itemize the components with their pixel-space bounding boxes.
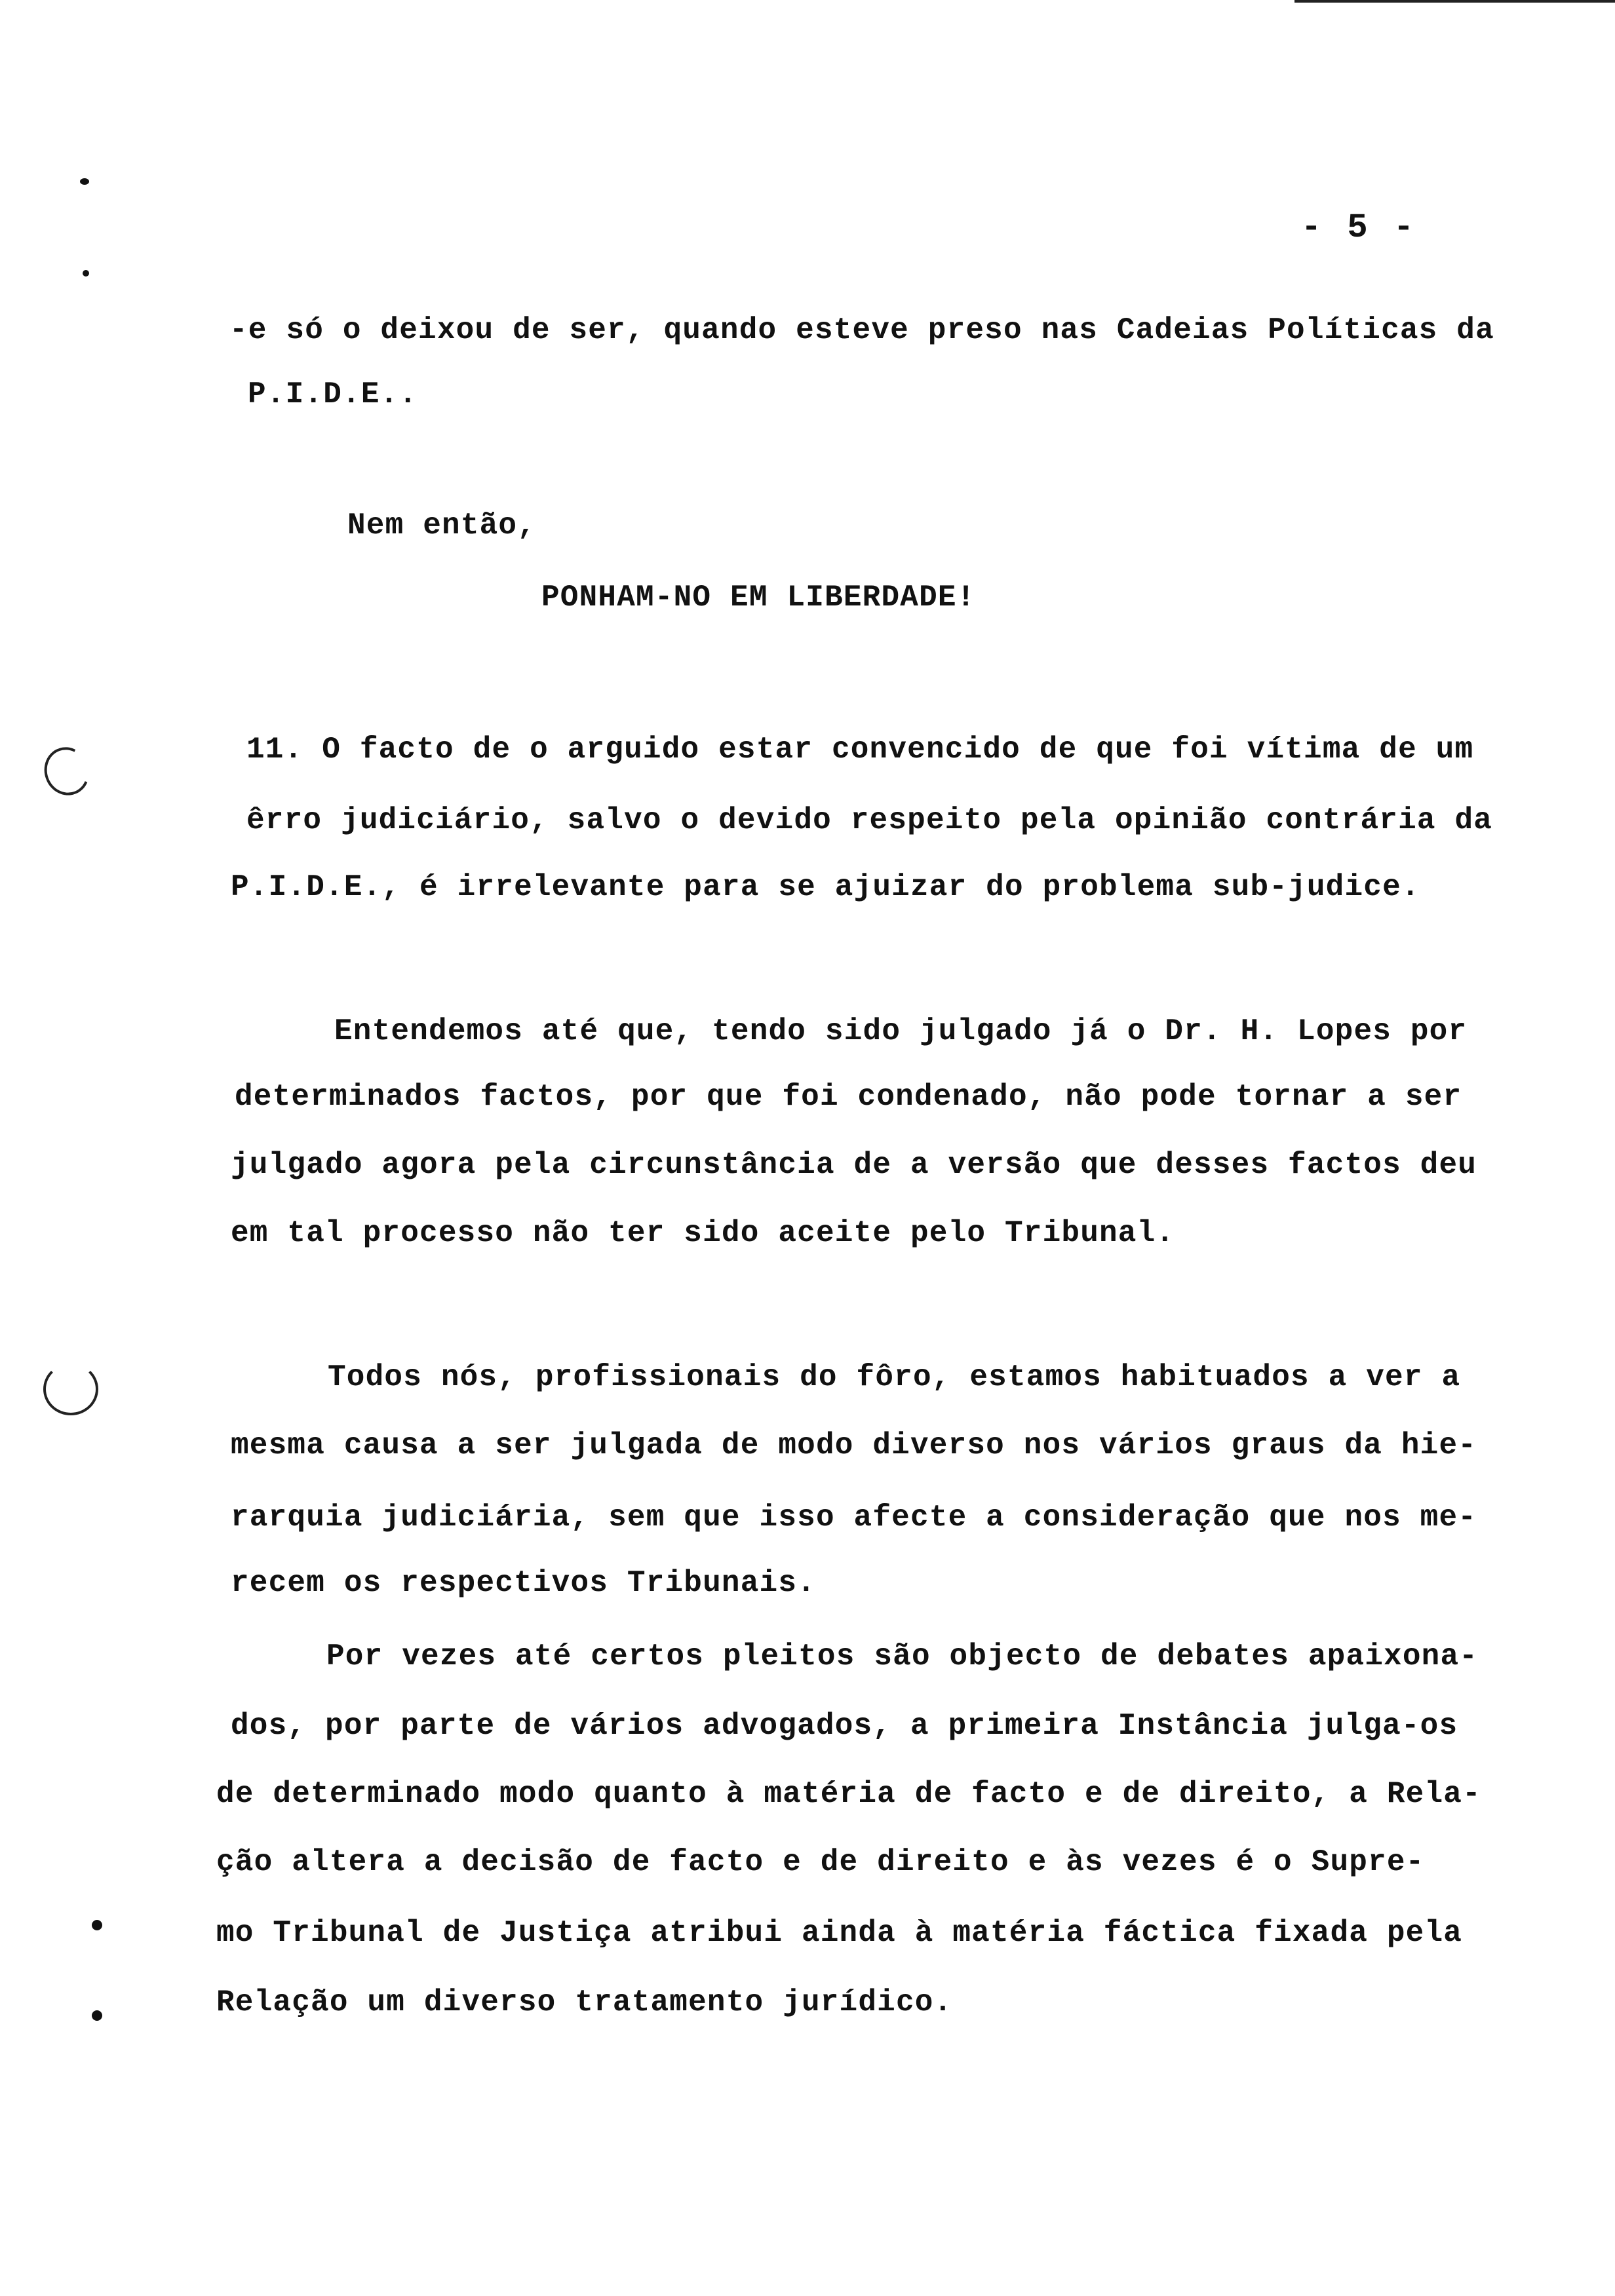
- body-line: Nem então,: [347, 508, 537, 543]
- margin-mark: [92, 2010, 102, 2021]
- body-line: mo Tribunal de Justiça atribui ainda à matéria fáctica fixada pela: [216, 1916, 1463, 1950]
- body-line: 11. O facto de o arguido estar convencido de que foi vítima de um: [246, 733, 1474, 767]
- punch-hole-mark: [43, 1363, 98, 1415]
- punch-hole-mark: [37, 741, 96, 802]
- body-line: determinados factos, por que foi condenado, não pode tornar a ser: [235, 1080, 1462, 1114]
- body-line: Relação um diverso tratamento jurídico.: [216, 1985, 953, 2019]
- body-line: recem os respectivos Tribunais.: [231, 1566, 816, 1600]
- body-line: julgado agora pela circunstância de a versão que desses factos deu: [231, 1148, 1477, 1182]
- margin-mark: [92, 1920, 102, 1930]
- heading-line: PONHAM-NO EM LIBERDADE!: [541, 581, 976, 615]
- body-line: em tal processo não ter sido aceite pelo Tribunal.: [231, 1216, 1175, 1250]
- margin-mark: [83, 270, 89, 277]
- body-line: Entendemos até que, tendo sido julgado já o Dr. H. Lopes por: [334, 1014, 1468, 1048]
- body-line: P.I.D.E., é irrelevante para se ajuizar do problema sub-judice.: [231, 870, 1420, 904]
- body-line: -e só o deixou de ser, quando esteve preso nas Cadeias Políticas da: [229, 313, 1494, 347]
- top-edge-rule: [1294, 0, 1615, 3]
- body-line: êrro judiciário, salvo o devido respeito pela opinião contrária da: [246, 803, 1493, 837]
- body-line: P.I.D.E..: [248, 377, 418, 411]
- margin-mark: [80, 178, 89, 185]
- body-line: dos, por parte de vários advogados, a primeira Instância julga-os: [231, 1709, 1458, 1743]
- page-number: - 5 -: [1301, 208, 1417, 247]
- body-line: Por vezes até certos pleitos são objecto de debates apaixona-: [326, 1639, 1479, 1674]
- body-line: ção altera a decisão de facto e de direito e às vezes é o Supre-: [216, 1845, 1425, 1879]
- body-line: rarquia judiciária, sem que isso afecte a consideração que nos me-: [231, 1501, 1477, 1535]
- body-line: de determinado modo quanto à matéria de facto e de direito, a Rela-: [216, 1777, 1481, 1811]
- body-line: Todos nós, profissionais do fôro, estamos habituados a ver a: [328, 1360, 1461, 1394]
- body-line: mesma causa a ser julgada de modo diverso nos vários graus da hie-: [231, 1428, 1477, 1463]
